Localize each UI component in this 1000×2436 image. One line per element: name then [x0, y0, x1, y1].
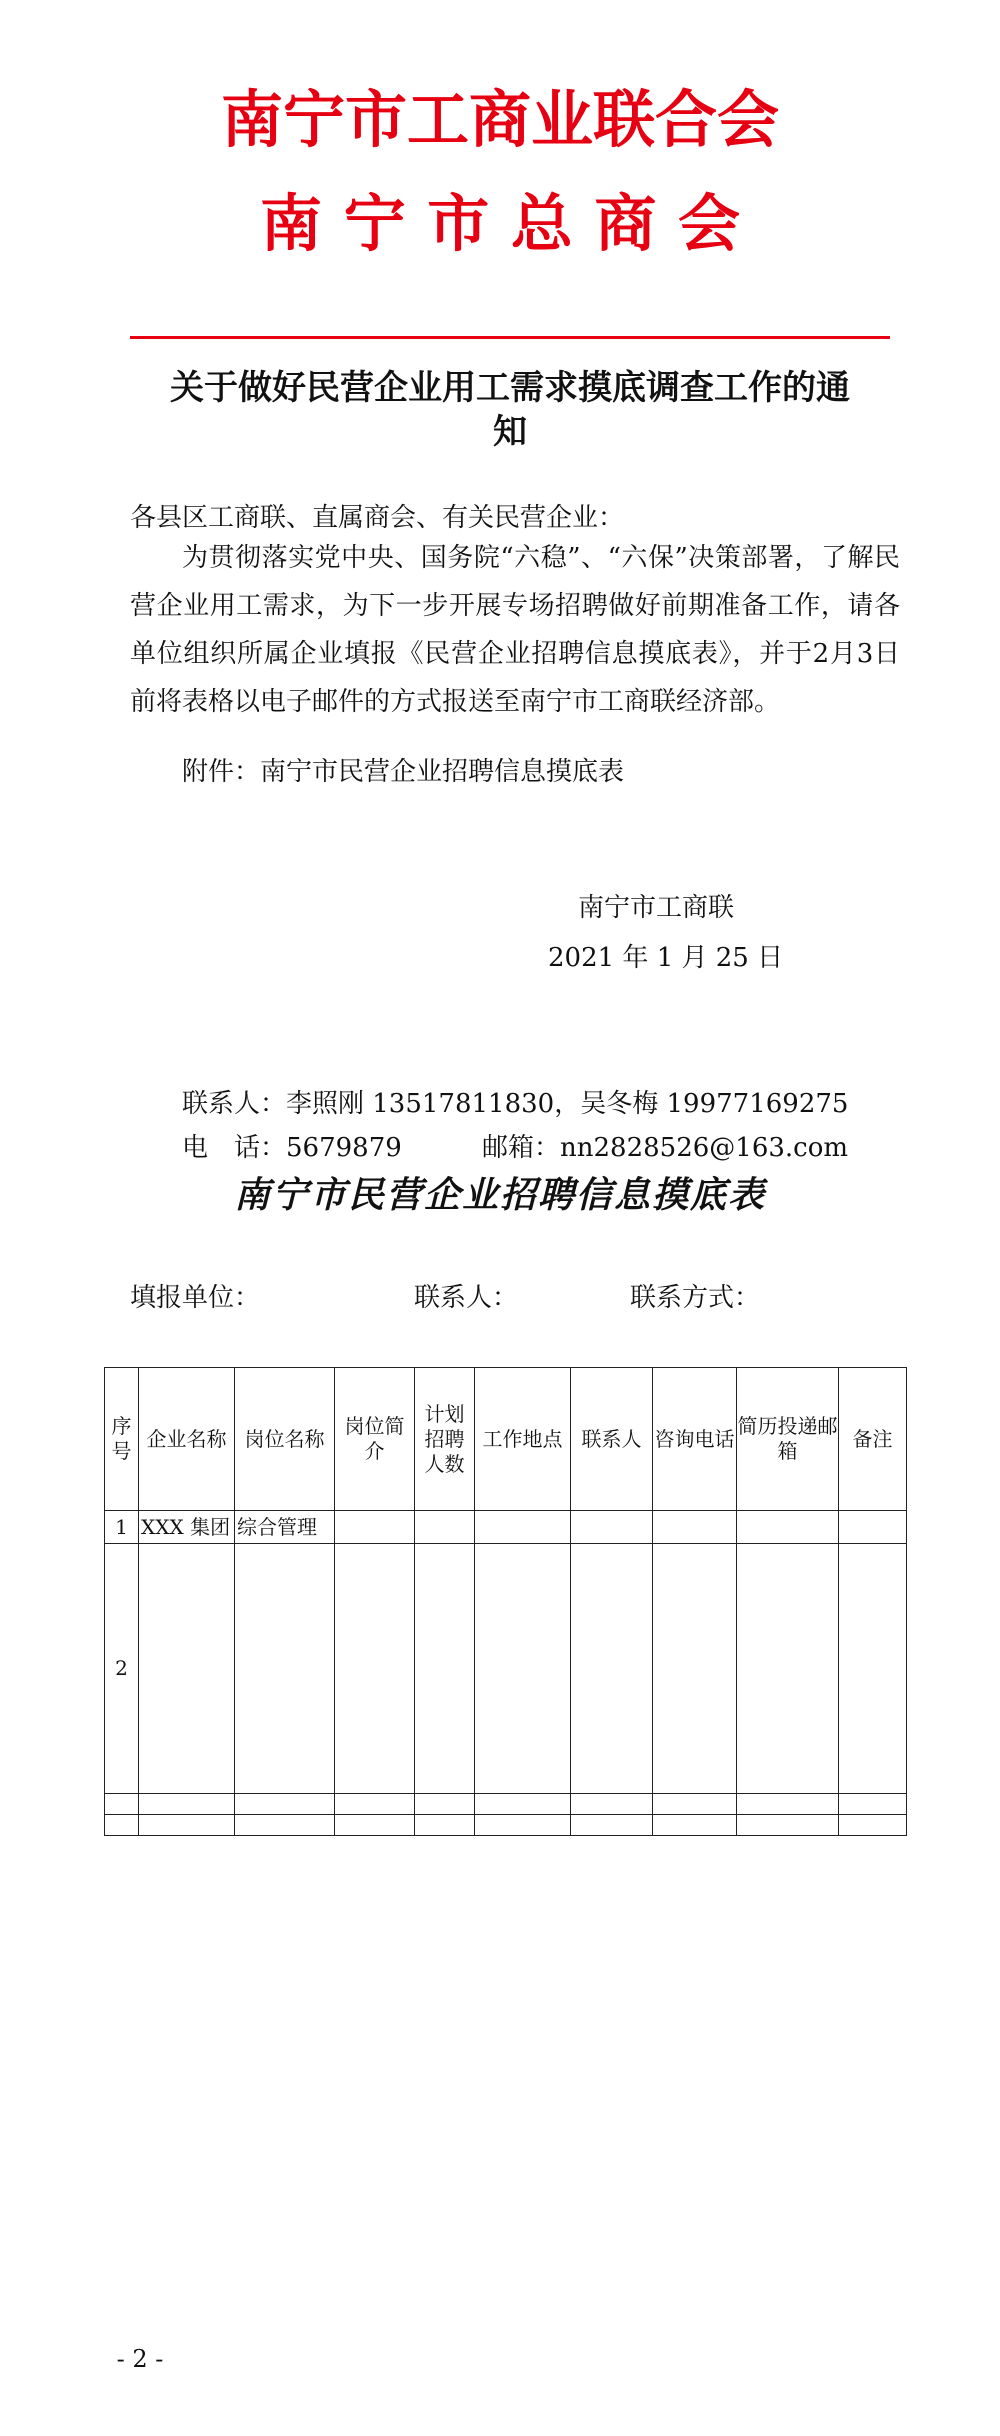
column-header: 简历投递邮箱	[737, 1368, 839, 1511]
column-header: 序号	[105, 1368, 139, 1511]
table-cell	[839, 1511, 907, 1544]
table-cell	[475, 1544, 571, 1794]
table-cell	[475, 1794, 571, 1815]
table-row	[105, 1511, 907, 1544]
notice-attachment: 附件：南宁市民营企业招聘信息摸底表	[182, 757, 625, 787]
column-header: 企业名称	[139, 1368, 235, 1511]
table-row	[105, 1815, 907, 1836]
notice-title-line-1: 关于做好民营企业用工需求摸底调查工作的通	[170, 368, 850, 408]
column-header: 咨询电话	[653, 1368, 737, 1511]
table-cell	[235, 1794, 335, 1815]
table-cell	[139, 1794, 235, 1815]
table-cell	[335, 1815, 415, 1836]
table-cell	[839, 1794, 907, 1815]
notice-salutation: 各县区工商联、直属商会、有关民营企业：	[130, 503, 625, 533]
contact-phone: 电 话：5679879	[182, 1133, 402, 1163]
form-contact-label: 联系人：	[414, 1283, 519, 1313]
company-cell: XXX 集团	[139, 1511, 235, 1544]
table-cell	[475, 1511, 571, 1544]
company-cell	[139, 1544, 235, 1794]
column-header: 岗位名称	[235, 1368, 335, 1511]
table-cell	[737, 1544, 839, 1794]
table-cell	[415, 1544, 475, 1794]
notice-title-line-2: 知	[493, 412, 527, 452]
table-cell	[737, 1815, 839, 1836]
table-cell	[415, 1511, 475, 1544]
table-cell	[571, 1794, 653, 1815]
table-cell	[105, 1815, 139, 1836]
contact-persons: 联系人：李照刚 13517811830，吴冬梅 19977169275	[182, 1089, 849, 1119]
column-header: 工作地点	[475, 1368, 571, 1511]
table-cell	[653, 1794, 737, 1815]
row-number-cell: 2	[105, 1544, 139, 1794]
table-cell	[737, 1794, 839, 1815]
table-row	[105, 1794, 907, 1815]
table-cell	[571, 1511, 653, 1544]
column-header: 联系人	[571, 1368, 653, 1511]
table-cell	[235, 1815, 335, 1836]
notice-date: 2021 年 1 月 25 日	[548, 943, 784, 973]
table-cell	[571, 1544, 653, 1794]
table-row	[105, 1544, 907, 1794]
table-cell	[653, 1815, 737, 1836]
notice-issuer: 南宁市工商联	[578, 893, 735, 923]
contact-email: 邮箱：nn2828526@163.com	[482, 1133, 849, 1163]
header-org-name-2: 南 宁 市 总 商 会	[260, 187, 740, 260]
table-cell	[839, 1544, 907, 1794]
form-title: 南宁市民营企业招聘信息摸底表	[233, 1174, 766, 1216]
table-cell	[335, 1544, 415, 1794]
table-cell	[653, 1544, 737, 1794]
page-number: - 2 -	[116, 2345, 164, 2373]
table-cell	[475, 1815, 571, 1836]
header-org-name-1: 南宁市工商业联合会	[220, 83, 779, 156]
recruitment-form-table	[104, 1367, 907, 1836]
table-cell	[571, 1815, 653, 1836]
table-cell	[105, 1794, 139, 1815]
column-header: 计划招聘人数	[415, 1368, 475, 1511]
table-cell	[415, 1815, 475, 1836]
table-cell	[335, 1794, 415, 1815]
table-header-row	[105, 1368, 907, 1511]
table-cell	[139, 1815, 235, 1836]
notice-body-paragraph: 为贯彻落实党中央、国务院“六稳”、“六保”决策部署，了解民营企业用工需求，为下一步开展专场招聘做好前期准备工作，请各单位组织所属企业填报《民营企业招聘信息摸底表》，并于2月3日前将表格以电子邮件的方式报送至南宁市工商联经济部。	[130, 543, 900, 717]
table-cell	[415, 1794, 475, 1815]
column-header: 岗位简介	[335, 1368, 415, 1511]
row-number-cell: 1	[105, 1511, 139, 1544]
form-method-label: 联系方式：	[630, 1283, 761, 1313]
form-unit-label: 填报单位：	[130, 1283, 261, 1313]
column-header: 备注	[839, 1368, 907, 1511]
position-cell: 综合管理	[235, 1511, 335, 1544]
position-cell	[235, 1544, 335, 1794]
table-cell	[737, 1511, 839, 1544]
header-red-rule	[130, 336, 890, 339]
table-cell	[653, 1511, 737, 1544]
table-cell	[335, 1511, 415, 1544]
table-cell	[839, 1815, 907, 1836]
